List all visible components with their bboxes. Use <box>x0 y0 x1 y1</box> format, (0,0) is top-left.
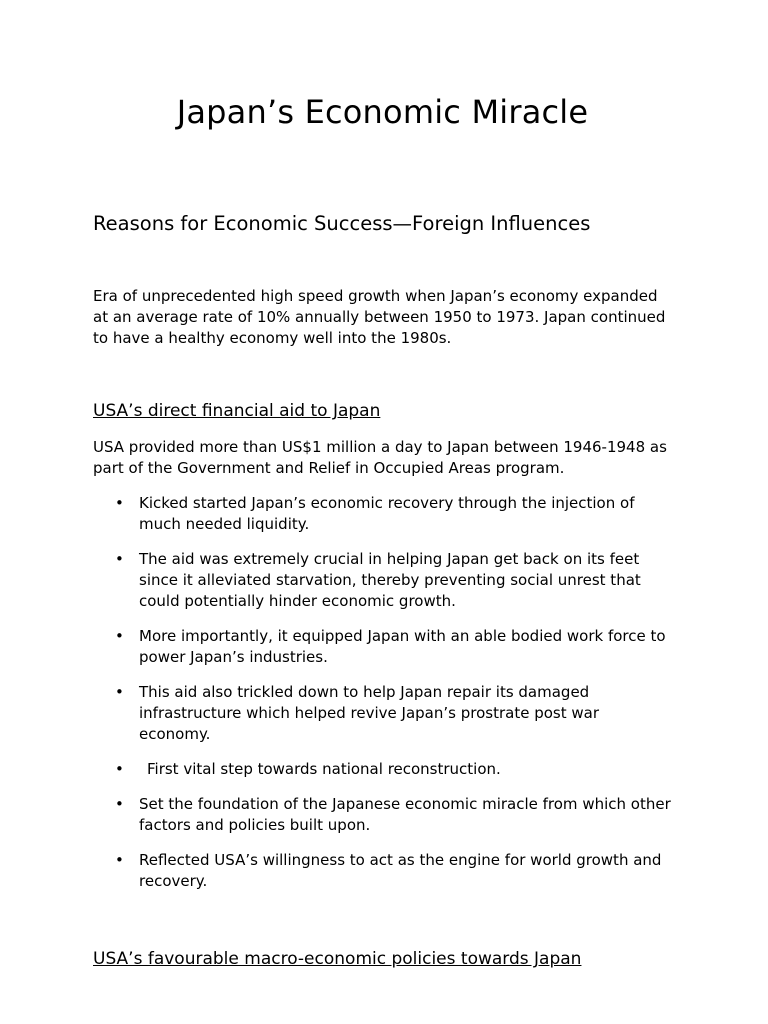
page-subtitle: Reasons for Economic Success—Foreign Influences <box>93 212 591 235</box>
list-item <box>93 794 672 836</box>
list-item-text: More importantly, it equipped Japan with an able bodied work force to power Japan’s industries. <box>139 627 666 666</box>
page-title: Japan’s Economic Miracle <box>176 93 589 131</box>
section-heading-macro-policies: USA’s favourable macro-economic policies towards Japan <box>93 949 582 969</box>
list-item <box>93 626 672 668</box>
list-item-text: This aid also trickled down to help Japan repair its damaged infrastructure which helped revive Japan’s prostrate post war economy. <box>139 683 599 743</box>
list-item-text: First vital step towards national reconstruction. <box>147 760 501 778</box>
section-heading-financial-aid: USA’s direct financial aid to Japan <box>93 401 381 421</box>
list-item <box>93 682 672 745</box>
list-item <box>93 493 672 535</box>
list-item-text: Kicked started Japan’s economic recovery through the injection of much needed liquidity. <box>139 494 635 533</box>
list-item-text: Set the foundation of the Japanese economic miracle from which other factors and policies built upon. <box>139 795 671 834</box>
bullet-icon: • <box>115 550 124 568</box>
list-item <box>93 850 672 892</box>
bullet-list-financial-aid <box>93 479 672 892</box>
bullet-icon: • <box>115 627 124 645</box>
bullet-icon: • <box>115 851 124 869</box>
bullet-icon: • <box>115 494 124 512</box>
section-paragraph-financial-aid: USA provided more than US$1 million a day to Japan between 1946-1948 as part of the Government and Relief in Occupied Areas program. <box>93 438 667 477</box>
list-item <box>93 549 672 612</box>
bullet-icon: • <box>115 795 124 813</box>
list-item <box>93 759 672 780</box>
list-item-text: Reflected USA’s willingness to act as the engine for world growth and recovery. <box>139 851 662 890</box>
bullet-icon: • <box>115 683 124 701</box>
intro-paragraph: Era of unprecedented high speed growth when Japan’s economy expanded at an average rate of 10% annually between 1950 to 1973. Japan continued to have a healthy economy well into the 1980s. <box>93 287 666 347</box>
list-item-text: The aid was extremely crucial in helping Japan get back on its feet since it alleviated starvation, thereby preventing social unrest that could potentially hinder economic growth. <box>139 550 641 610</box>
bullet-icon: • <box>115 760 124 778</box>
